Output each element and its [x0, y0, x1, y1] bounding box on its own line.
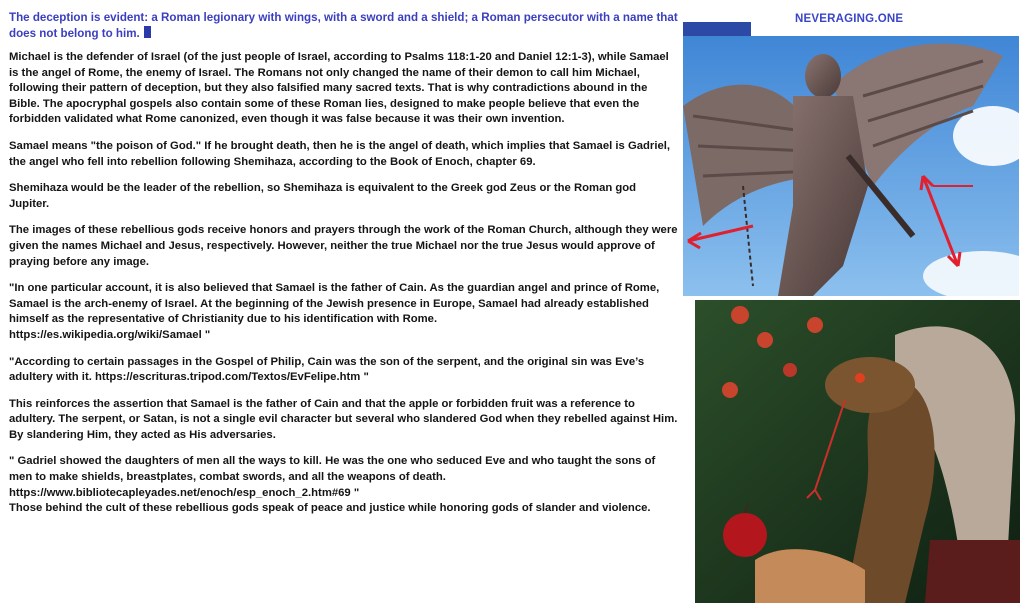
- winged-statue-image: [683, 36, 1019, 296]
- paragraph-2: Samael means "the poison of God." If he brought death, then he is the angel of death, which implies that Samael is Gadriel, the angel who fell into rebellion following Shemihaza, according to the Book of Enoch, chapter 69.: [9, 139, 671, 168]
- paragraph-1: Michael is the defender of Israel (of the just people of Israel, according to Psalms 118:1-20 and Daniel 12:1-3), while Samael is the angel of Rome, the enemy of Israel. The Romans not only changed the name of their demon to call him Michael, following their pattern of deception, but they also falsified many sacred texts. That is why contradictions abound in the Bible. The apocryphal gospels also contain some of these Roman lies, designed to make people believe that even the forbidden validated what Rome canonized, even though it was false because it was their own invention.: [9, 51, 669, 126]
- paragraph-5: "In one particular account, it is also believed that Samael is the father of Cain. As the guardian angel and prince of Rome, Samael is the arch-enemy of Israel. At the beginning of the Jewish presence in Europe, Samael had already established himself as the representative of Christianity due to his identification with Rome. https://es.wikipedia.org/wiki/Samael ": [9, 282, 660, 341]
- blue-highlight-bar: [683, 22, 751, 36]
- site-name: NEVERAGING.ONE: [795, 13, 904, 25]
- serpent-apple-image: [695, 300, 1020, 603]
- paragraph-4: The images of these rebellious gods receive honors and prayers through the work of the Roman Church, although they were given the names Michael and Jesus, respectively. However, neither the true Michael nor the true Jesus would approve of praying before any image.: [9, 224, 678, 268]
- paragraph-8: " Gadriel showed the daughters of men all the ways to kill. He was the one who seduced Eve and who taught the sons of men to make shields, breastplates, combat swords, and all the weapons of death. https://www.bibliotecapleyades.net/enoch/esp_enoch_2.htm#69 " Those behind the cult of these rebellious gods speak of peace and justice while honoring gods of slander and violence.: [9, 455, 656, 515]
- paragraph-7: This reinforces the assertion that Samael is the father of Cain and that the apple or forbidden fruit was a reference to adultery. The serpent, or Satan, is not a single evil character but several who slandered God when they rebelled against Him. By slandering Him, they acted as His adversaries.: [9, 397, 678, 441]
- page-heading: The deception is evident: a Roman legionary with wings, with a sword and a shield; a Roman persecutor with a name that does not belong to him.: [9, 11, 678, 40]
- paragraph-3: Shemihaza would be the leader of the rebellion, so Shemihaza is equivalent to the Greek god Zeus or the Roman god Jupiter.: [9, 182, 637, 210]
- text-column: [9, 10, 679, 517]
- text-cursor-marker: [144, 26, 151, 38]
- paragraph-6: "According to certain passages in the Gospel of Philip, Cain was the son of the serpent, and the original sin was Eve’s adultery with it. https://escrituras.tripod.com/Textos/EvFelipe.htm ": [9, 355, 645, 384]
